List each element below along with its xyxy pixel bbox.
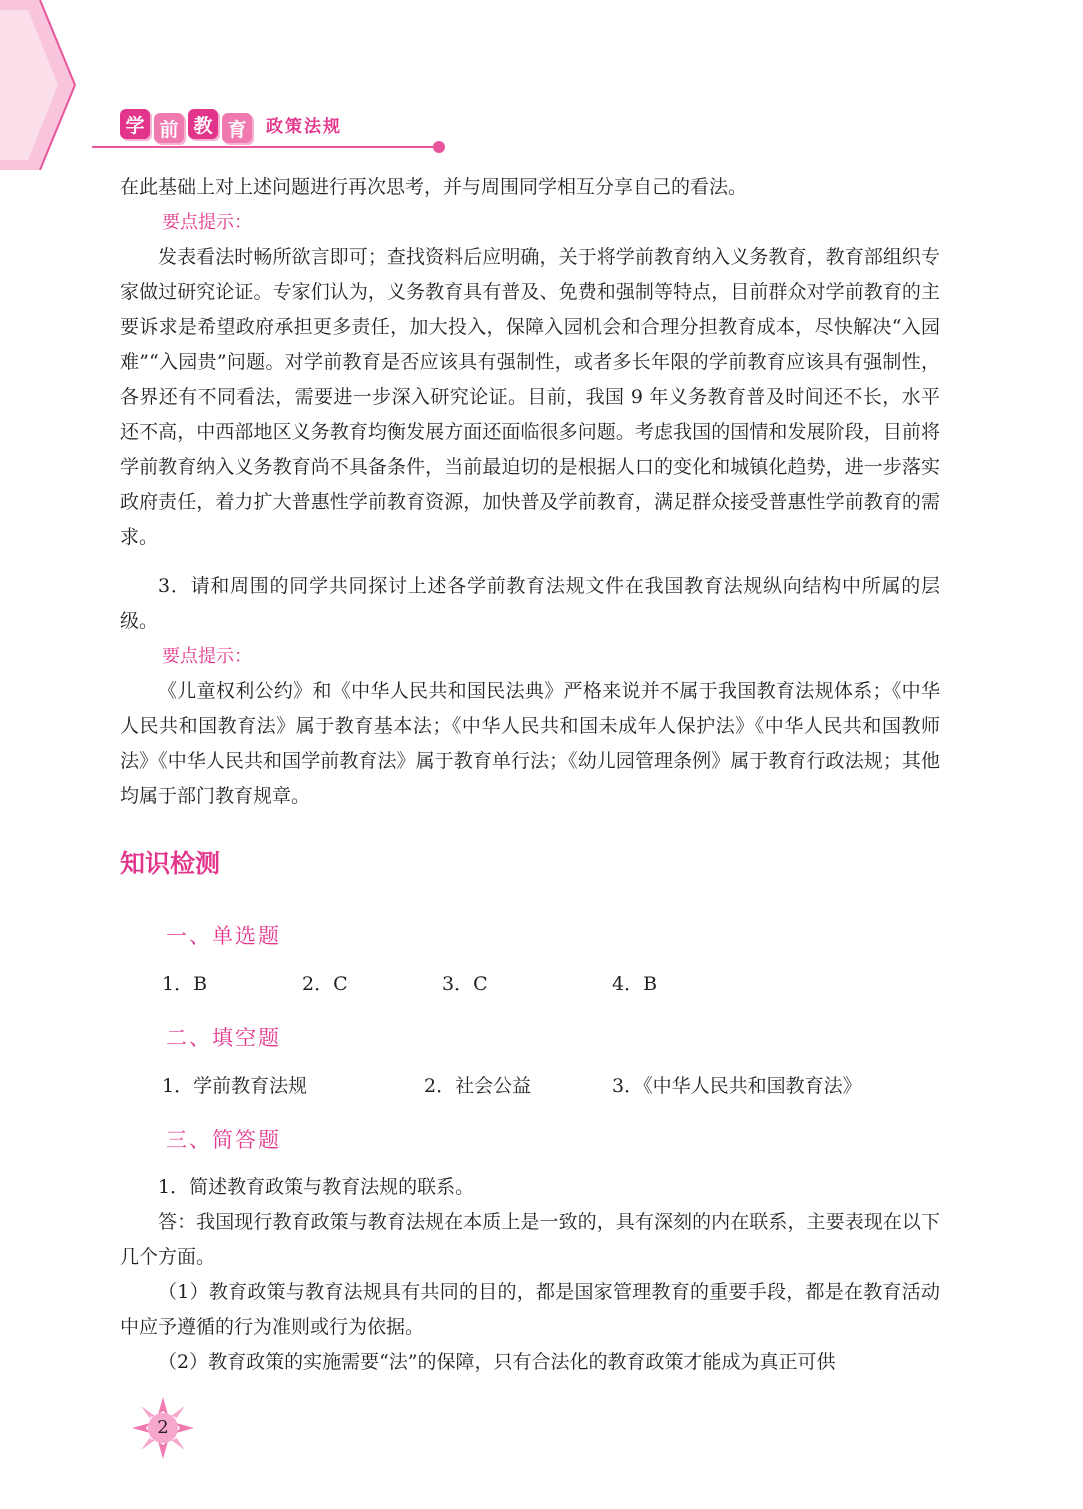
answer: 3．《中华人民共和国教育法》 [612, 1075, 862, 1097]
answer: 1．B [162, 973, 208, 995]
question-type-title: 三、简答题 [166, 1128, 281, 1152]
book-header [120, 104, 342, 144]
question-type-title: 二、填空题 [166, 1026, 281, 1050]
page-number: 2 [148, 1413, 178, 1443]
header-char: 教 [188, 109, 218, 139]
question: 1．简述教育政策与教育法规的联系。 [158, 1176, 475, 1198]
header-rule [92, 146, 442, 148]
answer: 2．C [302, 973, 348, 995]
answer: 4．B [612, 973, 658, 995]
header-char: 育 [222, 113, 252, 143]
answer-paragraph: 答：我国现行教育政策与教育法规在本质上是一致的，具有深刻的内在联系，主要表现在以下几个方面。 [120, 1211, 940, 1268]
answer: 2．社会公益 [424, 1075, 532, 1097]
header-char: 前 [154, 113, 184, 143]
section-title: 知识检测 [120, 849, 221, 878]
answer-row [162, 1066, 940, 1106]
page-content [120, 170, 940, 1380]
tip-heading: 要点提示： [162, 212, 252, 233]
answer: 1．学前教育法规 [162, 1075, 308, 1097]
answer-row [162, 964, 940, 1004]
header-char: 学 [120, 109, 150, 139]
answer-paragraph: （1）教育政策与教育法规具有共同的目的，都是国家管理教育的重要手段，都是在教育活动中应予遵循的行为准则或行为依据。 [120, 1281, 940, 1338]
header-subtitle: 政策法规 [266, 116, 342, 137]
paragraph: 《儿童权利公约》和《中华人民共和国民法典》严格来说并不属于我国教育法规体系；《中华人民共和国教育法》属于教育基本法；《中华人民共和国未成年人保护法》《中华人民共和国教师法》《中华人民共和国学前教育法》属于教育单行法；《幼儿园管理条例》属于教育行政法规；其他均属于部门教育规章。 [120, 680, 940, 807]
page-number-badge [130, 1395, 196, 1461]
tip-heading: 要点提示： [162, 646, 252, 667]
paragraph: 在此基础上对上述问题进行再次思考，并与周围同学相互分享自己的看法。 [120, 176, 748, 198]
answer-paragraph: （2）教育政策的实施需要“法”的保障，只有合法化的教育政策才能成为真正可供 [158, 1351, 836, 1373]
corner-decoration [0, 0, 80, 170]
question-type-title: 一、单选题 [166, 924, 281, 948]
question: 3．请和周围的同学共同探讨上述各学前教育法规文件在我国教育法规纵向结构中所属的层级。 [120, 575, 940, 632]
paragraph: 发表看法时畅所欲言即可；查找资料后应明确，关于将学前教育纳入义务教育，教育部组织专家做过研究论证。专家们认为，义务教育具有普及、免费和强制等特点，目前群众对学前教育的主要诉求是希望政府承担更多责任，加大投入，保障入园机会和合理分担教育成本，尽快解决“入园难”“入园贵”问题。对学前教育是否应该具有强制性，或者多长年限的学前教育应该具有强制性，各界还有不同看法，需要进一步深入研究论证。目前，我国 9 年义务教育普及时间还不长，水平还不高，中西部地区义务教育均衡发展方面还面临很多问题。考虑我国的国情和发展阶段，目前将学前教育纳入义务教育尚不具备条件，当前最迫切的是根据人口的变化和城镇化趋势，进一步落实政府责任，着力扩大普惠性学前教育资源，加快普及学前教育，满足群众接受普惠性学前教育的需求。 [120, 246, 940, 548]
answer: 3．C [442, 973, 488, 995]
header-rule-dot [433, 141, 445, 153]
